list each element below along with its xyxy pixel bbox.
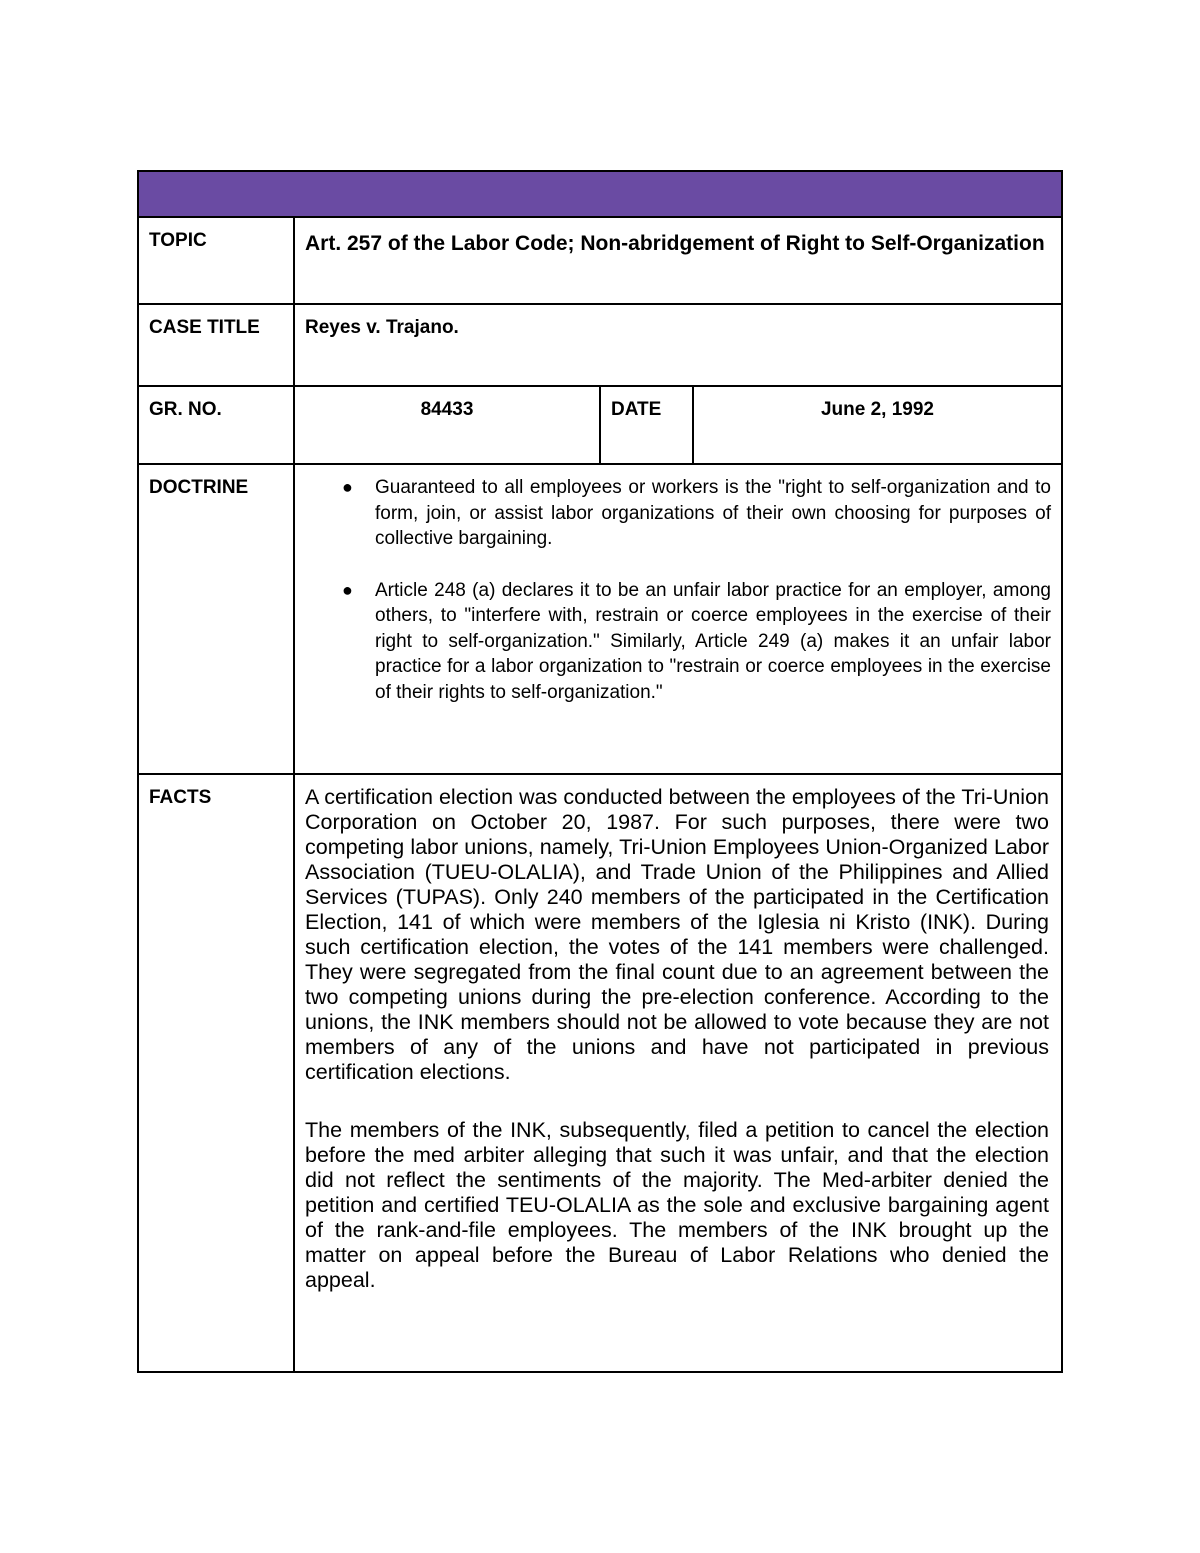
facts-cell [294, 774, 1062, 1372]
facts-label: FACTS [138, 774, 294, 1372]
doctrine-item-text: Guaranteed to all employees or workers is the "right to self-organization and to form, join, or assist labor organizations of their own choosing for purposes of collective bargaining. [375, 477, 1051, 549]
topic-row [138, 217, 1062, 304]
doctrine-row [138, 464, 1062, 774]
topic-value: Art. 257 of the Labor Code; Non-abridgement of Right to Self-Organization [294, 217, 1062, 304]
facts-paragraph: The members of the INK, subsequently, filed a petition to cancel the election before the med arbiter alleging that such it was unfair, and that the election did not reflect the sentiments of the majority. The Med-arbiter denied the petition and certified TEU-OLALIA as the sole and exclusive bargaining agent of the rank-and-file employees. The members of the INK brought up the matter on appeal before the Bureau of Labor Relations who denied the appeal. [305, 1118, 1049, 1292]
case-title-value: Reyes v. Trajano. [294, 304, 1062, 386]
topic-label: TOPIC [138, 217, 294, 304]
doctrine-item [342, 475, 1051, 552]
doctrine-label: DOCTRINE [138, 464, 294, 774]
facts-row [138, 774, 1062, 1372]
bullet-icon: ● [342, 579, 353, 600]
case-digest-table [137, 170, 1063, 1373]
header-band [138, 171, 1062, 217]
case-title-label: CASE TITLE [138, 304, 294, 386]
facts-paragraph: A certification election was conducted between the employees of the Tri-Union Corporation on October 20, 1987. For such purposes, there were two competing labor unions, namely, Tri-Union Employees Union-Organized Labor Association (TUEU-OLALIA), and Trade Union of the Philippines and Allied Services (TUPAS). Only 240 members of the participated in the Certification Election, 141 of which were members of the Iglesia ni Kristo (INK). During such certification election, the votes of the 141 members were challenged. They were segregated from the final count due to an agreement between the two competing unions during the pre-election conference. According to the unions, the INK members should not be allowed to vote because they are not members of any of the unions and have not participated in previous certification elections. [305, 785, 1049, 1084]
doctrine-item [342, 578, 1051, 706]
bullet-icon: ● [342, 477, 353, 497]
date-value: June 2, 1992 [693, 386, 1062, 464]
header-band-row [138, 171, 1062, 217]
doctrine-cell [294, 464, 1062, 774]
gr-no-value: 84433 [294, 386, 600, 464]
doctrine-list [295, 475, 1061, 705]
doctrine-item-text: Article 248 (a) declares it to be an unfair labor practice for an employer, among others, to "interfere with, restrain or coerce employees in the exercise of their right to self-organization." Similarly, Article 249 (a) makes it an unfair labor practice for a labor organization to "restrain or coerce employees in the exercise of their rights to self-organization." [375, 579, 1051, 703]
gr-date-row [138, 386, 1062, 464]
case-title-row [138, 304, 1062, 386]
gr-no-label: GR. NO. [138, 386, 294, 464]
date-label: DATE [600, 386, 693, 464]
